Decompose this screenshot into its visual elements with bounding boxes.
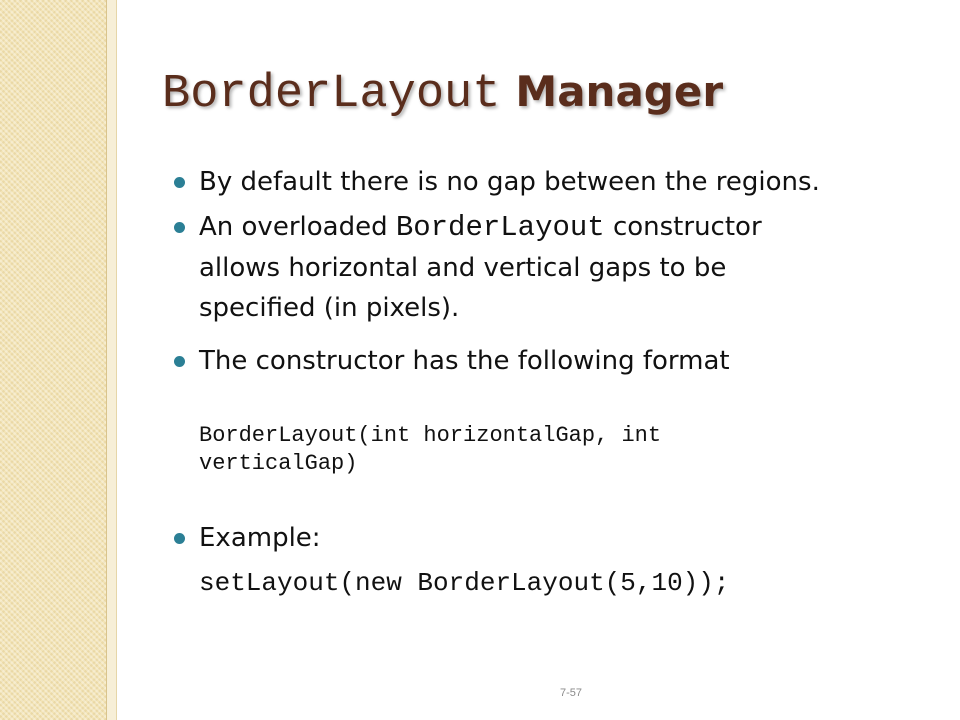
bullet-lead-text: An overloaded (199, 212, 388, 242)
bullet-item-constructor-format (199, 341, 899, 381)
bullet-line-1 (199, 207, 899, 248)
bullet-line-2: allows horizontal and vertical gaps to be (199, 253, 727, 283)
bullet-inline-code: BorderLayout (395, 211, 605, 244)
side-band-divider (106, 0, 117, 720)
bullet-line-3: specified (in pixels). (199, 293, 460, 323)
bullet-dot-icon (174, 356, 185, 367)
title-code-part: BorderLayout (162, 68, 501, 121)
bullet-dot-icon (174, 222, 185, 233)
bullet-item-overloaded-constructor (199, 207, 899, 328)
example-code: setLayout(new BorderLayout(5,10)); (199, 568, 730, 598)
bullet-text: By default there is no gap between the regions. (199, 167, 820, 197)
bullet-item-no-gap (199, 162, 899, 202)
bullet-item-example (199, 518, 899, 558)
constructor-format-code (199, 422, 661, 478)
title-text-part: Manager (515, 67, 724, 116)
decorative-side-band (0, 0, 106, 720)
format-code-line-2: verticalGap) (199, 451, 358, 476)
bullet-text: The constructor has the following format (199, 346, 730, 376)
page-number: 7-57 (560, 687, 583, 699)
bullet-text: Example: (199, 523, 321, 553)
slide-title (162, 56, 723, 130)
format-code-line-1: BorderLayout(int horizontalGap, int (199, 423, 662, 448)
bullet-dot-icon (174, 177, 185, 188)
bullet-tail-text: constructor (612, 212, 762, 242)
bullet-dot-icon (174, 533, 185, 544)
